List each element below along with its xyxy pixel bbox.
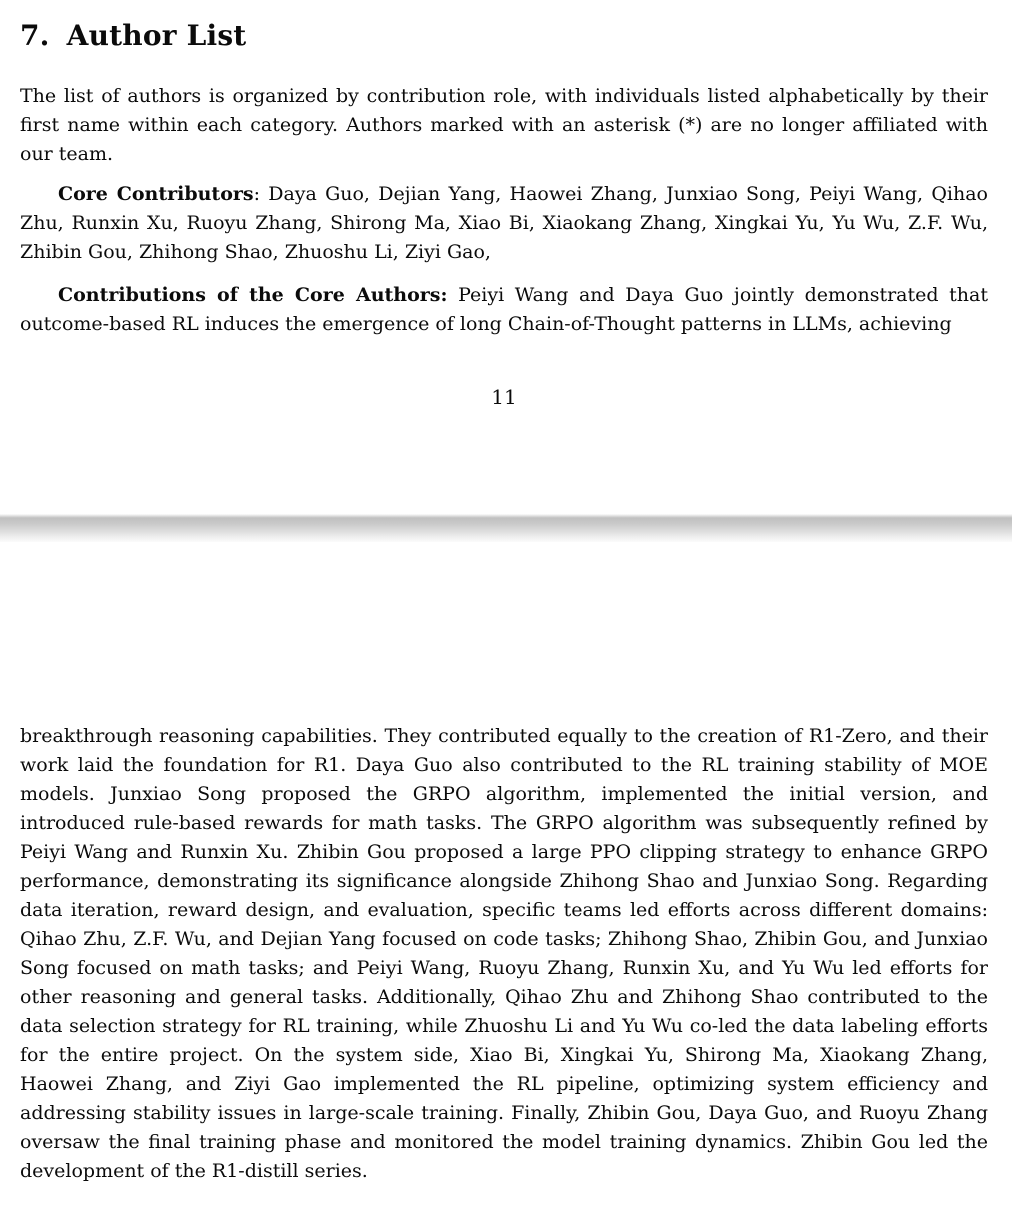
core-contributors-label: Core Contributors [58, 183, 254, 205]
section-heading [20, 20, 988, 52]
contributions-label: Contributions of the Core Authors: [58, 284, 448, 306]
page-1 [0, 0, 1012, 514]
contributions-text: Peiyi Wang and Daya Guo jointly demonstrated that outcome-based RL induces the emergence of long Chain-of-Thought patterns in LLMs, achieving [20, 284, 988, 335]
core-contributors-names: : Daya Guo, Dejian Yang, Haowei Zhang, Junxiao Song, Peiyi Wang, Qihao Zhu, Runxin Xu, Ruoyu Zhang, Shirong Ma, Xiao Bi, Xiaokang Zhang, Xingkai Yu, Yu Wu, Z.F. Wu, Zhibin Gou, Zhihong Shao, Zhuoshu Li, Ziyi Gao, [20, 183, 988, 263]
contributions-paragraph [20, 281, 988, 339]
page-separator [0, 514, 1012, 542]
intro-paragraph: The list of authors is organized by contribution role, with individuals listed alphabetically by their first name within each category. Authors marked with an asterisk (*) are no longer affiliated with our team. [20, 85, 988, 165]
section-title: Author List [66, 19, 247, 52]
page-2 [0, 542, 1012, 1222]
section-number: 7. [20, 19, 50, 52]
page-number: 11 [491, 385, 517, 409]
core-contributors-paragraph [20, 180, 988, 267]
continuation-paragraph: breakthrough reasoning capabilities. They contributed equally to the creation of R1-Zero, and their work laid the foundation for R1. Daya Guo also contributed to the RL training stability of MOE models. Junxiao Song proposed the GRPO algorithm, implemented the initial version, and introduced rule-based rewards for math tasks. The GRPO algorithm was subsequently refined by Peiyi Wang and Runxin Xu. Zhibin Gou proposed a large PPO clipping strategy to enhance GRPO performance, demonstrating its significance alongside Zhihong Shao and Junxiao Song. Regarding data iteration, reward design, and evaluation, specific teams led efforts across different domains: Qihao Zhu, Z.F. Wu, and Dejian Yang focused on code tasks; Zhihong Shao, Zhibin Gou, and Junxiao Song focused on math tasks; and Peiyi Wang, Ruoyu Zhang, Runxin Xu, and Yu Wu led efforts for other reasoning and general tasks. Additionally, Qihao Zhu and Zhihong Shao contributed to the data selection strategy for RL training, while Zhuoshu Li and Yu Wu co-led the data labeling efforts for the entire project. On the system side, Xiao Bi, Xingkai Yu, Shirong Ma, Xiaokang Zhang, Haowei Zhang, and Ziyi Gao implemented the RL pipeline, optimizing system efficiency and addressing stability issues in large-scale training. Finally, Zhibin Gou, Daya Guo, and Ruoyu Zhang oversaw the final training phase and monitored the model training dynamics. Zhibin Gou led the development of the R1-distill series. [20, 725, 988, 1182]
